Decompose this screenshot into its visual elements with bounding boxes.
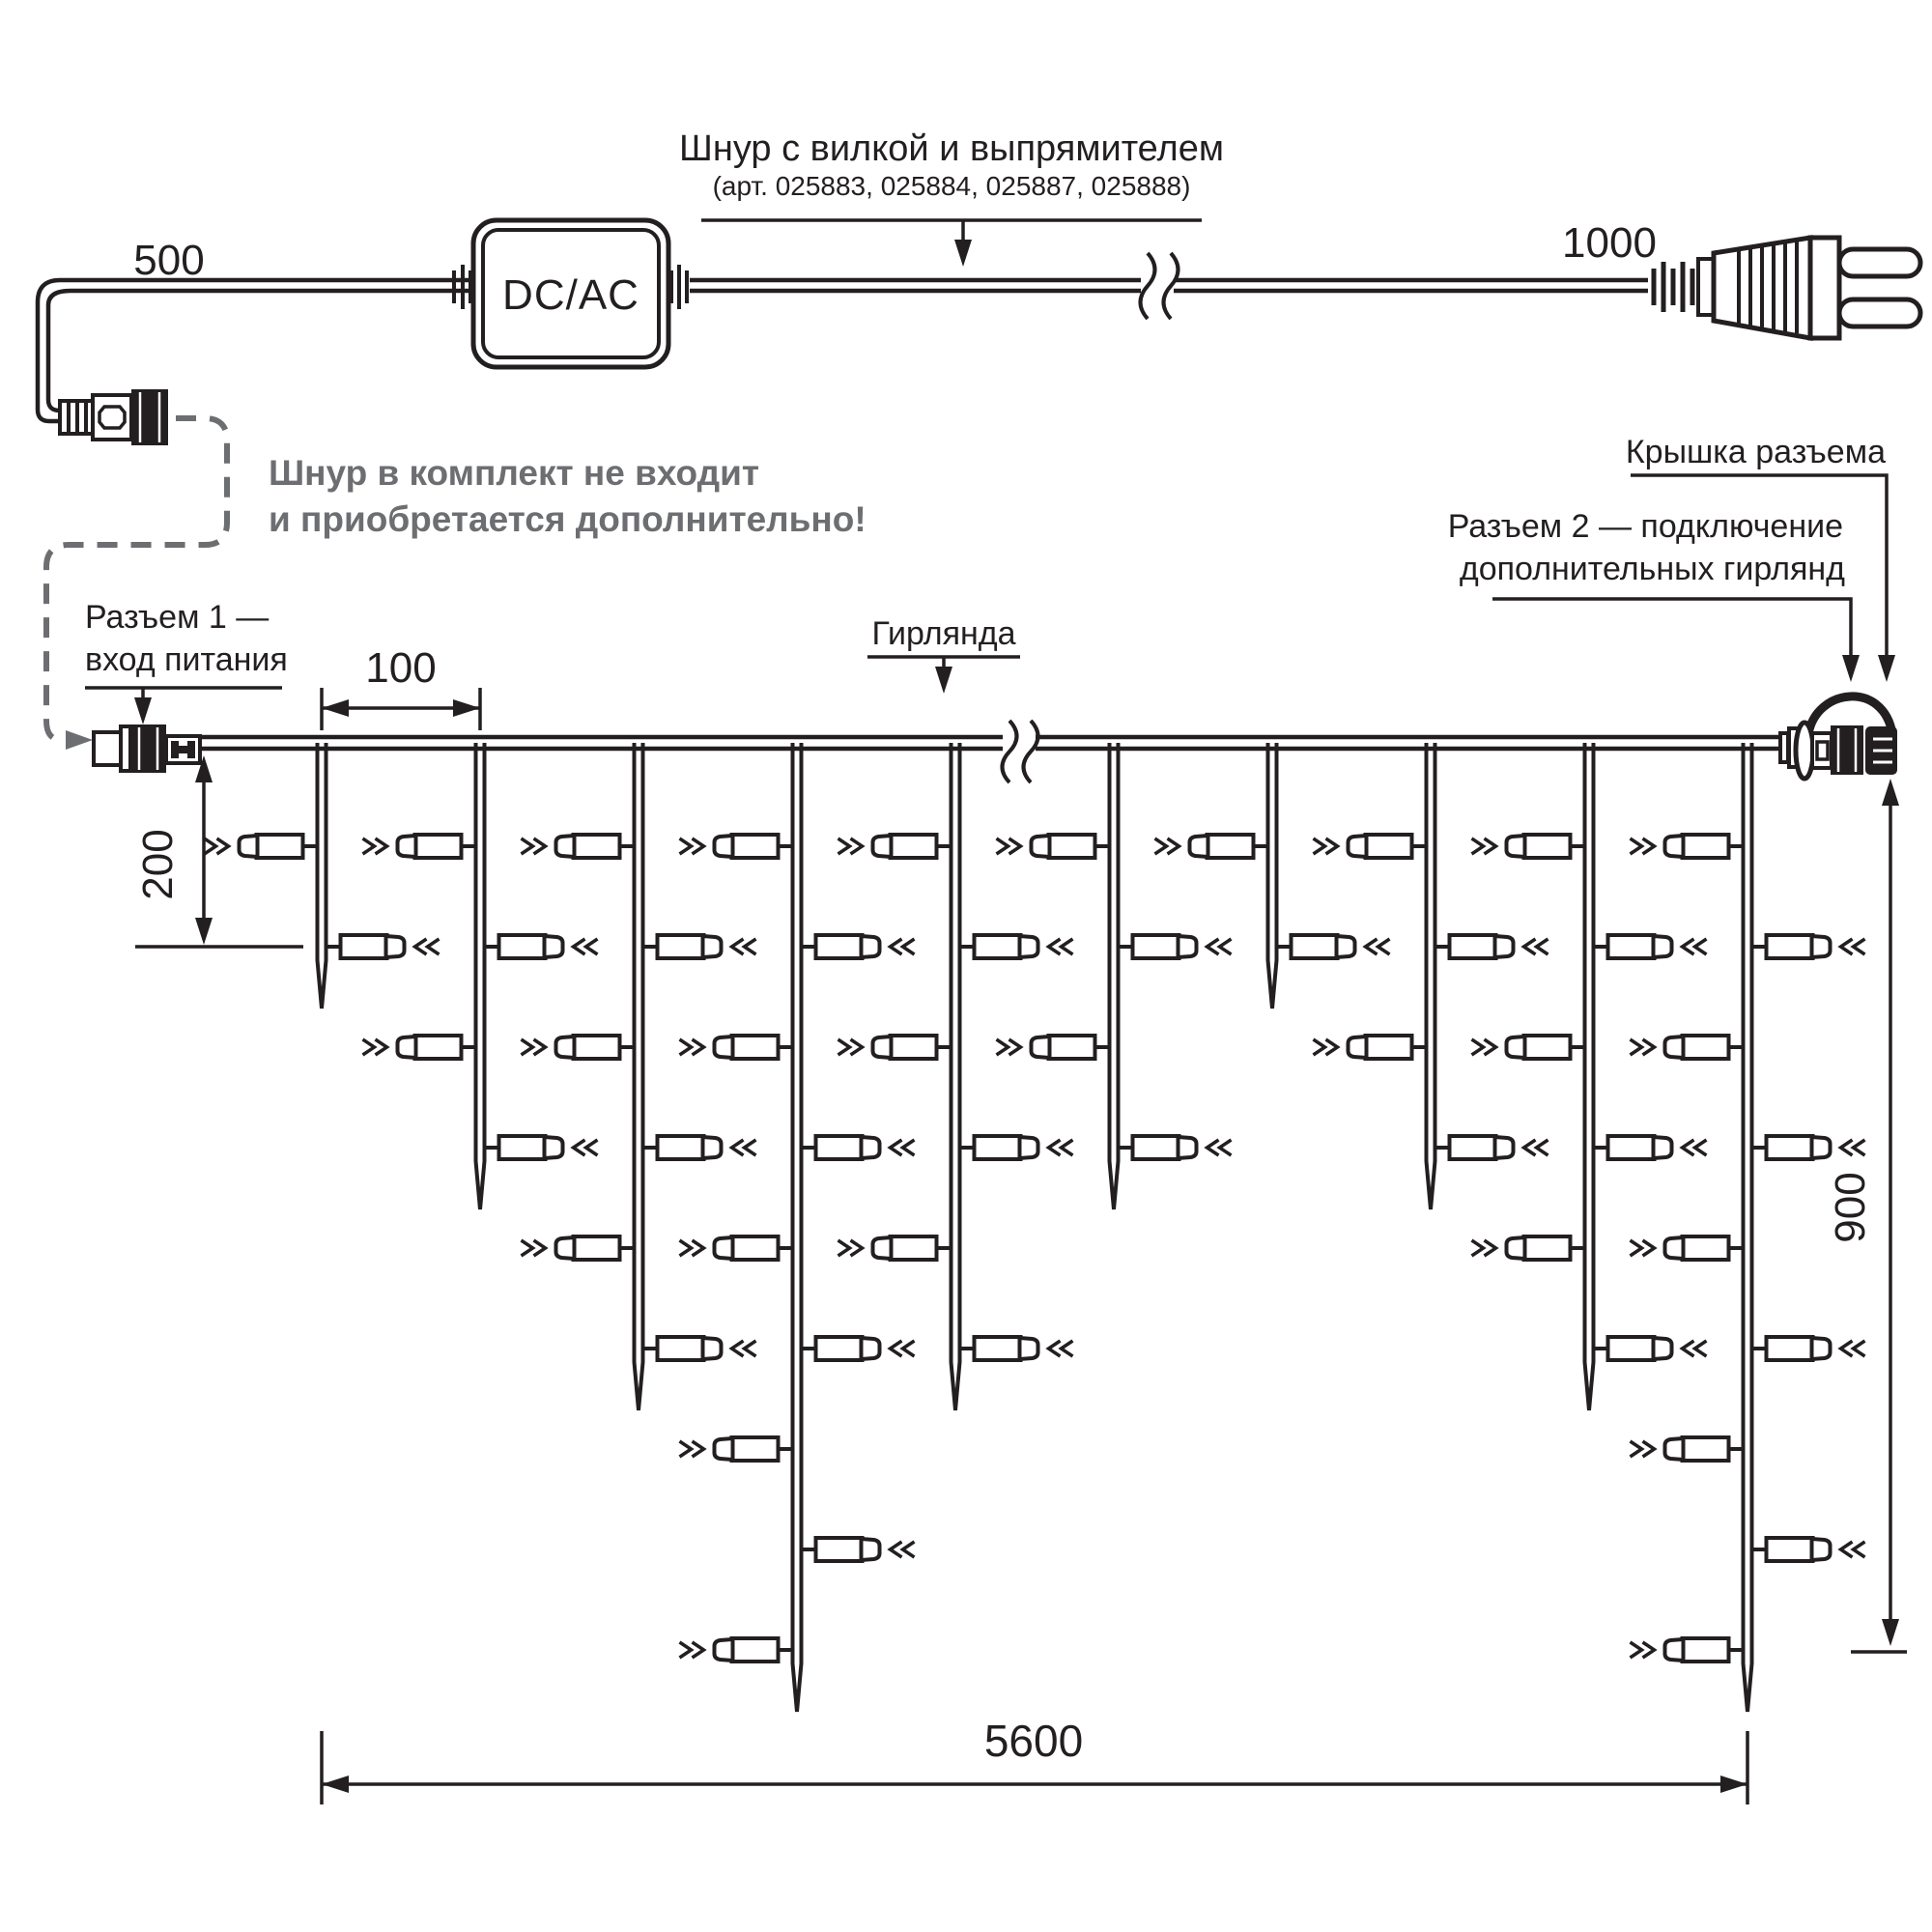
dim-100-arrowhead-icon [322, 699, 349, 717]
dim-200-arrowhead-icon [195, 918, 213, 945]
dim-5600-arrowhead-icon [322, 1776, 349, 1793]
led-bulb-icon [1631, 1437, 1744, 1461]
led-bulb-icon [205, 835, 318, 858]
led-bulb-icon [1752, 935, 1865, 958]
led-bulb-icon [1752, 1337, 1865, 1360]
led-bulb-icon [838, 835, 952, 858]
led-bulb-icon [1631, 1036, 1744, 1059]
garland-label: Гирлянда [871, 615, 1016, 652]
led-bulb-icon [1435, 1136, 1548, 1159]
led-bulb-icon [960, 1337, 1073, 1360]
drop-wire [1744, 743, 1752, 1712]
connector2-line2: дополнительных гирлянд [1459, 551, 1845, 587]
led-bulb-icon [680, 1638, 793, 1662]
led-bulb-icon [680, 1437, 793, 1461]
led-bulb-icon [1631, 1236, 1744, 1260]
led-bulb-icon [838, 1036, 952, 1059]
led-bulb-icon [1631, 835, 1744, 858]
led-bulb-icon [643, 1136, 756, 1159]
icicle-drops [205, 743, 1865, 1712]
garland-wire [200, 721, 1780, 782]
led-bulb-icon [1314, 835, 1427, 858]
connector2-line1: Разъем 2 — подключение [1447, 508, 1843, 545]
power-plug-icon [1654, 238, 1920, 338]
led-bulb-icon [1594, 1136, 1707, 1159]
garland-drop [363, 743, 598, 1209]
led-bulb-icon [1277, 935, 1390, 958]
led-bulb-icon [1435, 935, 1548, 958]
drop-wire [1427, 743, 1435, 1209]
garland-drop [205, 743, 440, 1009]
dc-ac-converter [454, 220, 687, 367]
cord-title-block [679, 128, 1224, 267]
garland-arrowhead-icon [935, 667, 952, 694]
dashed-connection-line [46, 418, 227, 740]
cord-title: Шнур с вилкой и выпрямителем [679, 128, 1224, 169]
garland-input-connector-icon [94, 724, 200, 773]
led-bulb-icon [1314, 1036, 1427, 1059]
led-bulb-icon [680, 1036, 793, 1059]
power-cord-left [38, 237, 473, 445]
drop-wire [952, 743, 960, 1410]
connector2-leader-line [1492, 599, 1851, 655]
led-bulb-icon [1594, 1337, 1707, 1360]
led-bulb-icon [997, 1036, 1110, 1059]
led-bulb-icon [643, 935, 756, 958]
led-bulb-icon [485, 1136, 598, 1159]
dimension-900 [1827, 779, 1907, 1652]
led-bulb-icon [327, 935, 440, 958]
optional-cord-path [46, 418, 867, 750]
led-bulb-icon [1472, 835, 1585, 858]
dim-200-label: 200 [134, 829, 182, 900]
cord-connector-icon [60, 389, 168, 445]
drop-wire [318, 743, 327, 1009]
cord-wire-inner [48, 291, 473, 411]
led-bulb-icon [1752, 1538, 1865, 1561]
led-bulb-icon [838, 1236, 952, 1260]
drop-wire [1585, 743, 1594, 1410]
led-bulb-icon [802, 1538, 915, 1561]
garland-end-connector-icon [1780, 696, 1897, 779]
garland-drop [1155, 743, 1390, 1009]
led-bulb-icon [1472, 1236, 1585, 1260]
dimension-5600 [322, 1716, 1747, 1804]
led-bulb-icon [997, 835, 1110, 858]
led-bulb-icon [680, 1236, 793, 1260]
dim-900-arrowhead-icon [1882, 779, 1899, 806]
connector2-arrowhead-icon [1842, 655, 1860, 682]
led-bulb-icon [1155, 835, 1268, 858]
dim-5600-arrowhead-icon [1720, 1776, 1747, 1793]
led-bulb-icon [522, 1036, 635, 1059]
dim-1000-label: 1000 [1562, 219, 1657, 267]
drop-wire [635, 743, 643, 1410]
led-bulb-icon [802, 1136, 915, 1159]
led-bulb-icon [363, 1036, 476, 1059]
led-bulb-icon [680, 835, 793, 858]
dimension-100 [322, 644, 480, 730]
drop-wire [1110, 743, 1119, 1209]
power-cord-right [690, 219, 1920, 338]
dim-900-arrowhead-icon [1882, 1619, 1899, 1646]
led-bulb-icon [485, 935, 598, 958]
led-bulb-icon [802, 1337, 915, 1360]
led-bulb-icon [1594, 935, 1707, 958]
title-arrowhead-icon [954, 240, 972, 267]
drop-wire [476, 743, 485, 1209]
note-line1: Шнур в комплект не входит [269, 453, 759, 493]
led-bulb-icon [960, 935, 1073, 958]
led-bulb-icon [643, 1337, 756, 1360]
note-line2: и приобретается дополнительно! [269, 499, 867, 539]
led-bulb-icon [802, 935, 915, 958]
dim-500-label: 500 [133, 237, 205, 284]
led-bulb-icon [522, 1236, 635, 1260]
led-bulb-icon [522, 835, 635, 858]
cord-article-numbers: (арт. 025883, 025884, 025887, 025888) [712, 171, 1191, 201]
dim-5600-label: 5600 [983, 1716, 1084, 1766]
led-bulb-icon [960, 1136, 1073, 1159]
connector2-label-block [1448, 508, 1860, 682]
garland-label-block [867, 615, 1020, 694]
led-bulb-icon [1752, 1136, 1865, 1159]
led-bulb-icon [1631, 1638, 1744, 1662]
converter-label: DC/AC [502, 271, 639, 319]
led-bulb-icon [363, 835, 476, 858]
led-bulb-icon [1119, 1136, 1232, 1159]
garland-drop [680, 743, 915, 1712]
connector1-line1: Разъем 1 — [85, 599, 270, 636]
connector1-label-block [85, 599, 288, 724]
cap-arrowhead-icon [1878, 655, 1895, 682]
cap-label: Крышка разъема [1625, 434, 1886, 470]
dim-900-label: 900 [1827, 1172, 1874, 1243]
gray-arrowhead-icon [66, 730, 93, 750]
drop-wire [793, 743, 802, 1712]
garland-drop [1314, 743, 1548, 1209]
dim-100-arrowhead-icon [453, 699, 480, 717]
led-bulb-icon [1472, 1036, 1585, 1059]
dim-100-label: 100 [365, 644, 437, 692]
led-bulb-icon [1119, 935, 1232, 958]
connector1-arrowhead-icon [134, 697, 152, 724]
drop-wire [1268, 743, 1277, 1009]
connector1-line2: вход питания [85, 641, 288, 678]
